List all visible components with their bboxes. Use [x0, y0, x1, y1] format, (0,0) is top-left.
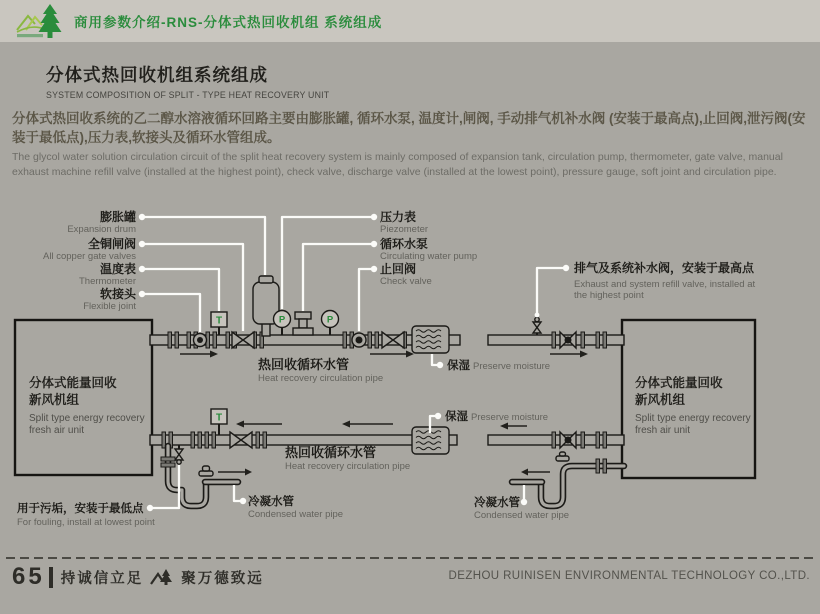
pressure-gauge-2 — [322, 311, 339, 336]
svg-text:Flexible joint: Flexible joint — [83, 301, 136, 312]
svg-text:全铜闸阀: 全铜闸阀 — [87, 237, 136, 251]
svg-text:Heat recovery circulation pipe: Heat recovery circulation pipe — [285, 461, 411, 472]
svg-text:保湿: 保湿 — [445, 411, 468, 423]
callout-piezometer — [380, 209, 428, 235]
svg-text:Check valve: Check valve — [380, 276, 432, 287]
footer-dashed-divider — [6, 557, 814, 559]
mountain-tree-icon — [150, 568, 174, 586]
svg-text:膨胀罐: 膨胀罐 — [99, 210, 136, 224]
page-number: 65 — [12, 563, 45, 590]
svg-text:压力表: 压力表 — [380, 210, 417, 224]
svg-text:保湿: 保湿 — [447, 360, 470, 372]
footer-slogan-right: 聚万德致远 — [181, 570, 264, 587]
callout-expansion-drum — [67, 209, 136, 235]
page-subtitle: SYSTEM COMPOSITION OF SPLIT - TYPE HEAT RECOVERY UNIT — [46, 90, 330, 100]
svg-text:分体式能量回收: 分体式能量回收 — [635, 376, 723, 390]
expansion-tank-symbol — [253, 276, 279, 336]
svg-text:Condensed water pipe: Condensed water pipe — [474, 510, 570, 521]
thermometer-gauge-lower — [211, 409, 227, 435]
mountain-tree-logo — [14, 1, 64, 41]
footer-divider-bar — [49, 567, 53, 588]
svg-text:T: T — [215, 315, 223, 327]
svg-text:Expansion drum: Expansion drum — [67, 224, 136, 235]
label-moisture-lower — [445, 409, 548, 423]
svg-text:Piezometer: Piezometer — [380, 224, 429, 235]
svg-text:Exhaust and system refill valv: Exhaust and system refill valve, installed at — [574, 279, 756, 290]
svg-text:止回阀: 止回阀 — [380, 262, 417, 276]
svg-text:新风机组: 新风机组 — [635, 393, 686, 407]
svg-text:For fouling, install at lowest: For fouling, install at lowest point — [17, 517, 155, 528]
label-pipe-upper — [258, 357, 383, 384]
svg-text:用于污垢，安装于最低点: 用于污垢，安装于最低点 — [17, 503, 144, 515]
footer-slogan-left: 持诚信立足 — [60, 570, 144, 587]
label-moisture-upper — [447, 358, 550, 372]
svg-text:热回收循环水管: 热回收循环水管 — [258, 357, 350, 372]
svg-text:Split type energy recovery: Split type energy recovery — [29, 413, 145, 424]
svg-text:Split type energy recovery: Split type energy recovery — [635, 413, 751, 424]
heat-recovery-pipes — [150, 335, 624, 445]
svg-text:P: P — [326, 314, 334, 326]
svg-text:Thermometer: Thermometer — [78, 276, 136, 287]
insulation-section-upper — [412, 326, 449, 353]
callout-check-valve — [380, 261, 432, 287]
svg-text:P: P — [278, 314, 286, 326]
condensate-trap-right — [512, 452, 624, 506]
page-title-block — [46, 62, 329, 100]
callout-thermometer — [79, 261, 136, 287]
svg-text:新风机组: 新风机组 — [29, 393, 80, 407]
svg-text:All copper gate valves: All copper gate valves — [43, 251, 136, 262]
top-header-bar — [0, 0, 820, 42]
callout-flexible-joint — [83, 286, 137, 312]
svg-text:冷凝水管: 冷凝水管 — [474, 497, 520, 509]
exhaust-refill-valve-symbol — [533, 317, 541, 335]
intro-paragraph-zh: 分体式热回收系统的乙二醇水溶液循环回路主要由膨胀罐, 循环水泵, 温度计,闸阀, 手动排气机补水阀 (安装于最高点),止回阀,泄污阀(安装于最低点),压力表,软接头及循环水管组成。 — [12, 111, 806, 145]
system-diagram — [0, 205, 820, 550]
callout-drain-fouling — [17, 501, 155, 528]
svg-text:软接头: 软接头 — [99, 287, 136, 301]
callout-circulating-pump — [380, 236, 477, 262]
flexible-joint-symbol — [194, 334, 207, 347]
svg-text:fresh air unit: fresh air unit — [635, 425, 691, 436]
svg-text:the highest point: the highest point — [574, 290, 644, 301]
svg-text:循环水泵: 循环水泵 — [380, 237, 429, 251]
callout-exhaust-valve — [573, 260, 755, 301]
check-valve-symbol — [352, 333, 366, 347]
svg-text:Circulating water pump: Circulating water pump — [380, 251, 478, 262]
svg-text:热回收循环水管: 热回收循环水管 — [285, 445, 377, 460]
svg-text:Preserve moisture: Preserve moisture — [471, 412, 549, 423]
pressure-gauge-1 — [274, 311, 291, 336]
label-pipe-lower — [285, 445, 410, 472]
svg-text:Heat recovery circulation pipe: Heat recovery circulation pipe — [258, 373, 384, 384]
svg-text:fresh air unit: fresh air unit — [29, 425, 85, 436]
svg-text:Preserve moisture: Preserve moisture — [473, 361, 551, 372]
svg-text:冷凝水管: 冷凝水管 — [248, 496, 294, 508]
intro-paragraph-en: The glycol water solution circulation circuit of the split heat recovery system is mainly composed of expansion tank, circulation pump, thermometer, gate valve, manual exhaust machine refill valve (installed at the highest point), check valve, discharge valve (installed at the lowest point), pressure gauge, soft joint and circulation pipe. — [12, 151, 783, 178]
callout-gate-valves — [43, 236, 136, 262]
svg-text:分体式能量回收: 分体式能量回收 — [29, 376, 117, 390]
svg-text:T: T — [215, 412, 223, 424]
intro-paragraphs — [12, 109, 809, 179]
left-unit-box — [15, 320, 152, 475]
right-unit-box — [622, 320, 755, 478]
circulating-pump-symbol — [293, 312, 313, 335]
svg-text:Condensed water pipe: Condensed water pipe — [248, 509, 344, 520]
svg-text:排气及系统补水阀，安装于最高点: 排气及系统补水阀，安装于最高点 — [574, 261, 755, 275]
footer-left-block — [12, 563, 264, 591]
label-condensed-left — [248, 494, 343, 520]
footer-company-name: DEZHOU RUINISEN ENVIRONMENTAL TECHNOLOGY CO.,LTD. — [448, 570, 810, 582]
condensate-trap-left — [161, 446, 238, 506]
header-title: 商用参数介绍-RNS-分体式热回收机组 系统组成 — [74, 15, 383, 30]
page-title: 分体式热回收机组系统组成 — [46, 65, 268, 85]
drain-valve-symbol — [175, 445, 183, 464]
svg-text:温度表: 温度表 — [99, 262, 136, 276]
